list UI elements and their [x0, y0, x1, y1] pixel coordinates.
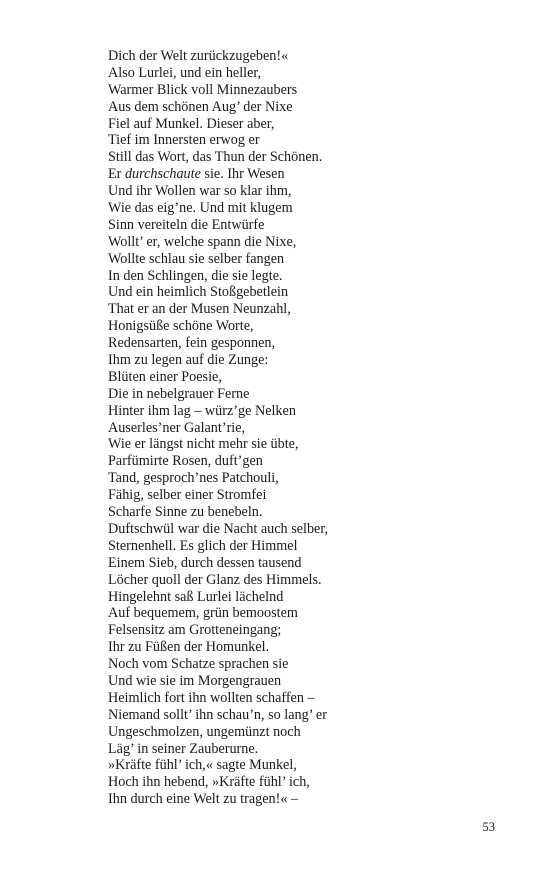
poem-line: Warmer Blick voll Minnezaubers [108, 81, 298, 98]
poem-line: Auserles’ner Galant’rie, [108, 419, 246, 436]
emphasized-word: durchschaute [124, 166, 201, 183]
poem-line: Und ihr Wollen war so klar ihm, [108, 183, 292, 200]
line-segment: Er [108, 166, 125, 183]
poem-line: Sternenhell. Es glich der Himmel [108, 537, 298, 554]
poem-line: Blüten einer Poesie, [108, 368, 222, 385]
poem-line: Einem Sieb, durch dessen tausend [108, 554, 302, 571]
poem-line: Löcher quoll der Glanz des Himmels. [108, 571, 322, 588]
poem-line: Tief im Innersten erwog er [108, 132, 260, 149]
poem-line: Sinn vereiteln die Entwürfe [108, 216, 265, 233]
poem-line: Wollte schlau sie selber fangen [108, 250, 285, 267]
poem-line: Fähig, selber einer Stromfei [108, 487, 267, 504]
poem-line: Still das Wort, das Thun der Schönen. [108, 149, 323, 166]
poem-line: Und ein heimlich Stoßgebetlein [108, 284, 289, 301]
poem-text [108, 48, 508, 808]
poem-line: Die in nebelgrauer Ferne [108, 385, 250, 402]
poem-line: Wie er längst nicht mehr sie übte, [108, 436, 299, 453]
poem-line: Ihr zu Füßen der Homunkel. [108, 639, 270, 656]
poem-line: Fiel auf Munkel. Dieser aber, [108, 115, 275, 132]
poem-line: Tand, gesproch’nes Patchouli, [108, 470, 279, 487]
poem-line: »Kräfte fühl’ ich,« sagte Munkel, [108, 757, 297, 774]
poem-line: Also Lurlei, und ein heller, [108, 64, 262, 81]
poem-line: Heimlich fort ihn wollten schaffen – [108, 689, 315, 706]
poem-line: Noch vom Schatze sprachen sie [108, 656, 289, 673]
poem-line: Und wie sie im Morgengrauen [108, 672, 282, 689]
poem-line: Hingelehnt saß Lurlei lächelnd [108, 588, 284, 605]
poem-line: Scharfe Sinne zu benebeln. [108, 504, 263, 521]
page-number: 53 [482, 820, 495, 834]
poem-line: Hinter ihm lag – würz’ge Nelken [108, 402, 296, 419]
poem-line: Honigsüße schöne Worte, [108, 318, 254, 335]
poem-line: Niemand sollt’ ihn schau’n, so lang’ er [108, 706, 327, 723]
poem-line: Dich der Welt zurückzugeben!« [108, 48, 289, 64]
poem-line: Felsensitz am Grotteneingang; [108, 622, 282, 639]
poem-line: Aus dem schönen Aug’ der Nixe [108, 98, 293, 115]
poem-line: Hoch ihn hebend, »Kräfte fühl’ ich, [108, 774, 310, 791]
poem-line: Auf bequemem, grün bemoostem [108, 605, 298, 622]
line-segment: sie. Ihr Wesen [200, 166, 285, 183]
poem-line: Duftschwül war die Nacht auch selber, [108, 520, 329, 537]
poem-line: Läg’ in seiner Zauberurne. [108, 740, 259, 757]
poem-line: In den Schlingen, die sie legte. [108, 267, 283, 284]
poem-line: Ungeschmolzen, ungemünzt noch [108, 723, 301, 740]
poem-line: Ihm zu legen auf die Zunge: [108, 352, 269, 369]
poem-line: That er an der Musen Neunzahl, [108, 301, 291, 318]
poem-line: Wollt’ er, welche spann die Nixe, [108, 233, 297, 250]
poem-line: Redensarten, fein gesponnen, [108, 335, 276, 352]
poem-line: Ihn durch eine Welt zu tragen!« – [108, 791, 299, 808]
poem-line: Wie das eig’ne. Und mit klugem [108, 200, 293, 217]
poem-line-italic [108, 166, 508, 183]
poem-line: Parfümirte Rosen, duft’gen [108, 453, 263, 470]
